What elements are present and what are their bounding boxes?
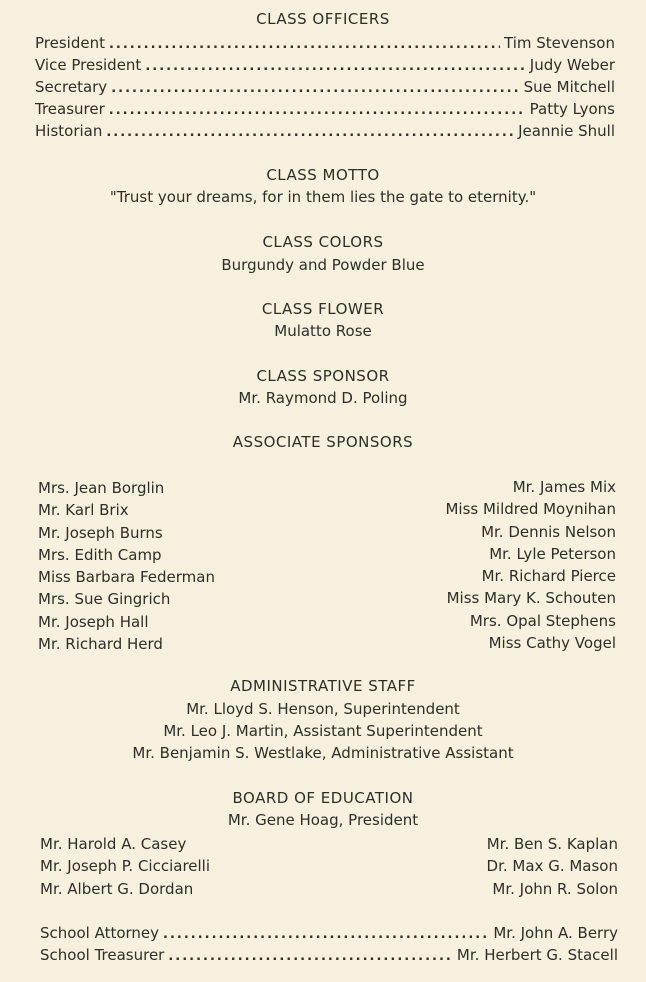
class-colors-heading: CLASS COLORS (262, 233, 384, 251)
dot-leader (111, 81, 519, 96)
board-left-column (40, 833, 210, 900)
official-role: School Attorney (40, 924, 160, 942)
school-attorney-row (40, 924, 618, 942)
officer-name: Tim Stevenson (504, 34, 615, 52)
list-item: Dr. Max G. Mason (486, 857, 618, 876)
officer-row-treasurer (35, 100, 615, 118)
list-item: Mr. Dennis Nelson (481, 522, 616, 541)
dot-leader (109, 103, 526, 118)
dot-leader (109, 37, 500, 52)
officer-role: President (35, 34, 105, 52)
class-motto-heading: CLASS MOTTO (266, 166, 380, 184)
list-item: Mrs. Edith Camp (38, 545, 162, 564)
list-item: Mrs. Sue Gingrich (38, 590, 171, 609)
list-item: Mr. Albert G. Dordan (40, 879, 194, 898)
class-flower-heading: CLASS FLOWER (261, 300, 385, 318)
officer-name: Jeannie Shull (518, 122, 615, 140)
administrative-staff-heading: ADMINISTRATIVE STAFF (230, 677, 416, 695)
officer-role: Historian (35, 122, 103, 140)
officer-role: Treasurer (35, 100, 105, 118)
list-item: Mr. Harold A. Casey (40, 835, 187, 853)
associate-sponsors-heading: ASSOCIATE SPONSORS (232, 433, 414, 451)
class-officers-heading: CLASS OFFICERS (256, 10, 390, 28)
staff-line: Mr. Lloyd S. Henson, Superintendent (186, 700, 460, 718)
officer-role: Vice President (35, 56, 142, 74)
board-right-column (487, 833, 618, 900)
list-item: Mr. Richard Herd (38, 635, 163, 654)
officer-name: Sue Mitchell (523, 78, 615, 96)
dot-leader (163, 927, 489, 942)
list-item: Miss Mildred Moynihan (445, 500, 616, 519)
associate-sponsors-left-column (38, 477, 215, 655)
class-motto-text: "Trust your dreams, for in them lies the gate to eternity." (109, 188, 537, 206)
dot-leader (106, 125, 514, 140)
staff-line: Mr. Benjamin S. Westlake, Administrative Assistant (132, 744, 514, 762)
class-flower-text: Mulatto Rose (274, 322, 372, 340)
officer-row-vice-president (35, 56, 615, 74)
list-item: Mr. Joseph Hall (38, 612, 149, 631)
board-president: Mr. Gene Hoag, President (227, 811, 419, 829)
list-item: Mr. Karl Brix (38, 501, 129, 520)
class-sponsor-text: Mr. Raymond D. Poling (238, 389, 408, 407)
class-sponsor-heading: CLASS SPONSOR (256, 367, 390, 385)
associate-sponsors-right-column (445, 476, 616, 654)
list-item: Miss Mary K. Schouten (446, 589, 616, 608)
dot-leader (145, 59, 525, 74)
list-item: Mrs. Opal Stephens (469, 611, 616, 630)
list-item: Mr. Richard Pierce (481, 567, 616, 586)
list-item: Mr. Lyle Peterson (489, 544, 616, 563)
list-item: Mr. James Mix (512, 478, 616, 496)
staff-line: Mr. Leo J. Martin, Assistant Superintendent (163, 722, 483, 740)
official-role: School Treasurer (40, 946, 165, 964)
list-item: Miss Barbara Federman (38, 568, 215, 587)
officer-row-historian (35, 122, 615, 140)
officer-row-president (35, 34, 615, 52)
list-item: Mr. Joseph P. Cicciarelli (40, 857, 211, 876)
class-colors-text: Burgundy and Powder Blue (221, 256, 425, 274)
list-item: Miss Cathy Vogel (488, 634, 616, 653)
official-name: Mr. John A. Berry (493, 924, 618, 942)
officer-name: Judy Weber (529, 56, 615, 74)
officer-name: Patty Lyons (529, 100, 615, 118)
officer-role: Secretary (35, 78, 108, 96)
list-item: Mr. John R. Solon (492, 879, 618, 898)
list-item: Mr. Ben S. Kaplan (486, 835, 618, 853)
list-item: Mrs. Jean Borglin (38, 479, 165, 497)
school-treasurer-row (40, 946, 618, 964)
list-item: Mr. Joseph Burns (38, 523, 163, 542)
official-name: Mr. Herbert G. Stacell (456, 946, 618, 964)
dot-leader (168, 949, 453, 964)
board-of-education-heading: BOARD OF EDUCATION (232, 789, 414, 807)
officer-row-secretary (35, 78, 615, 96)
